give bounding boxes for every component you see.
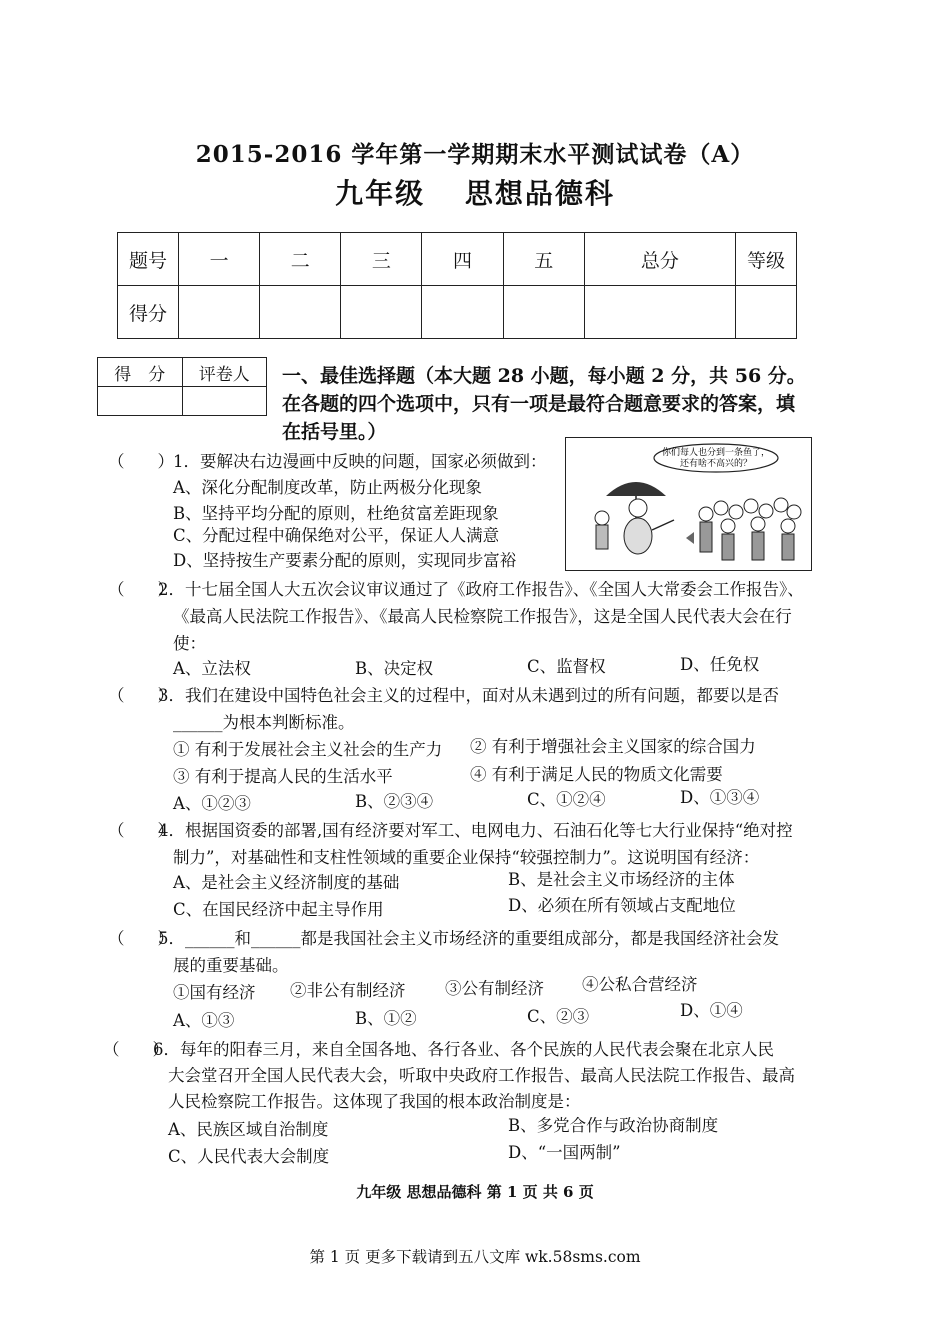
question-6-stem-line3: 人民检察院工作报告。这体现了我国的根本政治制度是： xyxy=(168,1092,581,1111)
score-table-score-row xyxy=(118,286,797,339)
question-5-item-1: ①国有经济 xyxy=(173,983,256,1002)
question-4-option-d[interactable]: D、必须在所有领域占支配地位 xyxy=(508,896,736,915)
question-2-paren[interactable]: （ ） xyxy=(108,580,174,599)
question-6-option-c[interactable]: C、人民代表大会制度 xyxy=(168,1147,330,1166)
download-notice: 第 1 页 更多下载请到五八文库 wk.58sms.com xyxy=(309,1248,641,1266)
question-4-option-c[interactable]: C、在国民经济中起主导作用 xyxy=(173,900,384,919)
subject-label: 思想品德科 xyxy=(464,177,615,210)
score-header-cell: 一 xyxy=(179,233,260,286)
question-3-option-c[interactable]: C、①②④ xyxy=(527,790,606,809)
score-cell[interactable] xyxy=(260,286,341,339)
question-3-stem-line1: 3．我们在建设中国特色社会主义的过程中，面对从未遇到过的所有问题，都要以是否 xyxy=(158,686,779,705)
question-4-stem-line1: 4．根据国资委的部署,国有经济要对军工、电网电力、石油石化等七大行业保持“绝对控 xyxy=(158,821,793,840)
question-5-option-c[interactable]: C、②③ xyxy=(527,1007,590,1026)
question-5-paren[interactable]: （ ） xyxy=(108,929,174,948)
question-1-option-c[interactable]: C、分配过程中确保绝对公平，保证人人满意 xyxy=(173,526,500,545)
score-row-label: 得分 xyxy=(118,286,179,339)
section-heading: 一、最佳选择题（本大题 28 小题，每小题 2 分，共 56 分。在各题的四个选项中，只有一项是最符合题意要求的答案，填在括号里。） xyxy=(282,365,806,443)
score-header-cell: 二 xyxy=(260,233,341,286)
question-5-option-d[interactable]: D、①④ xyxy=(680,1001,743,1020)
question-4-paren[interactable]: （ ） xyxy=(108,821,174,840)
score-header-cell: 五 xyxy=(503,233,584,286)
grade-label: 九年级 xyxy=(335,177,426,210)
cartoon-caption-line2: 还有啥不高兴的？ xyxy=(679,459,753,469)
question-5-stem-line2: 展的重要基础。 xyxy=(173,956,289,975)
score-cell[interactable] xyxy=(736,286,797,339)
question-5-item-4: ④公私合营经济 xyxy=(582,975,698,994)
question-6-paren[interactable]: （ ） xyxy=(103,1040,169,1059)
question-2-stem-line2: 《最高人民法院工作报告》、《最高人民检察院工作报告》，这是全国人民代表大会在行 xyxy=(173,607,792,626)
question-6-option-a[interactable]: A、民族区域自治制度 xyxy=(168,1120,329,1139)
page-footer: 九年级 思想品德科 第 1 页 共 6 页 xyxy=(356,1183,594,1201)
question-4-stem-line2: 制力”，对基础性和支柱性领域的重要企业保持“较强控制力”。这说明国有经济： xyxy=(173,848,760,867)
question-2-stem-line1: 2．十七届全国人大五次会议审议通过了《政府工作报告》、《全国人大常委会工作报告》、 xyxy=(158,580,804,599)
question-2-option-b[interactable]: B、决定权 xyxy=(355,659,434,678)
question-3-item-3: ③ 有利于提高人民的生活水平 xyxy=(173,767,393,786)
question-5-stem-line1: 5．______和______都是我国社会主义市场经济的重要组成部分，都是我国经济社会发 xyxy=(158,929,779,948)
score-header-cell: 四 xyxy=(422,233,503,286)
question-5-item-3: ③公有制经济 xyxy=(445,979,544,998)
question-2-option-c[interactable]: C、监督权 xyxy=(527,657,606,676)
question-4-option-a[interactable]: A、是社会主义经济制度的基础 xyxy=(173,873,400,892)
score-header-cell: 三 xyxy=(341,233,422,286)
grader-name-cell[interactable] xyxy=(182,387,267,416)
grader-name-label: 评卷人 xyxy=(182,358,267,387)
question-3-option-b[interactable]: B、②③④ xyxy=(355,792,434,811)
score-cell[interactable] xyxy=(341,286,422,339)
question-5-option-a[interactable]: A、①③ xyxy=(173,1011,235,1030)
question-3-item-1: ① 有利于发展社会主义社会的生产力 xyxy=(173,740,443,759)
question-6-option-d[interactable]: D、“一国两制” xyxy=(508,1143,621,1162)
question-5-item-2: ②非公有制经济 xyxy=(290,981,406,1000)
question-3-item-2: ② 有利于增强社会主义国家的综合国力 xyxy=(470,737,756,756)
score-table-header-row xyxy=(118,233,797,286)
exam-title: 2015-2016 学年第一学期期末水平测试试卷（A） xyxy=(195,141,755,168)
question-3-stem-line2: ______为根本判断标准。 xyxy=(173,713,355,732)
question-6-stem-line2: 大会堂召开全国人民代表大会，听取中央政府工作报告、最高人民法院工作报告、最高 xyxy=(168,1066,795,1085)
question-3-option-a[interactable]: A、①②③ xyxy=(173,794,251,813)
question-1-stem: 1．要解决右边漫画中反映的问题，国家必须做到： xyxy=(173,452,547,471)
score-cell[interactable] xyxy=(584,286,735,339)
question-1-paren[interactable]: （ ） xyxy=(108,452,174,471)
score-header-cell: 等级 xyxy=(736,233,797,286)
score-cell[interactable] xyxy=(179,286,260,339)
score-header-cell: 总分 xyxy=(584,233,735,286)
score-cell[interactable] xyxy=(503,286,584,339)
question-2-option-a[interactable]: A、立法权 xyxy=(173,659,251,678)
grader-score-label: 得 分 xyxy=(98,358,183,387)
grader-score-cell[interactable] xyxy=(98,387,183,416)
question-6-option-b[interactable]: B、多党合作与政治协商制度 xyxy=(508,1116,719,1135)
question-3-item-4: ④ 有利于满足人民的物质文化需要 xyxy=(470,765,723,784)
score-table xyxy=(117,232,797,339)
exam-subtitle xyxy=(0,172,950,212)
question-5-option-b[interactable]: B、①② xyxy=(355,1009,417,1028)
cartoon-image xyxy=(565,437,812,571)
question-2-option-d[interactable]: D、任免权 xyxy=(680,655,760,674)
question-1-option-b[interactable]: B、坚持平均分配的原则，杜绝贫富差距现象 xyxy=(173,504,499,523)
question-3-paren[interactable]: （ ） xyxy=(108,686,174,705)
question-4-option-b[interactable]: B、是社会主义市场经济的主体 xyxy=(508,870,735,889)
question-1-option-a[interactable]: A、深化分配制度改革，防止两极分化现象 xyxy=(173,478,482,497)
question-1-option-d[interactable]: D、坚持按生产要素分配的原则，实现同步富裕 xyxy=(173,551,517,570)
score-header-cell: 题号 xyxy=(118,233,179,286)
cartoon-caption-line1: 你们每人也分到一条鱼了， xyxy=(661,448,771,458)
question-6-stem-line1: 6．每年的阳春三月，来自全国各地、各行各业、各个民族的人民代表会聚在北京人民 xyxy=(153,1040,774,1059)
grader-table xyxy=(97,357,267,416)
question-3-option-d[interactable]: D、①③④ xyxy=(680,788,760,807)
cartoon-drawing xyxy=(566,438,811,570)
score-cell[interactable] xyxy=(422,286,503,339)
question-2-stem-line3: 使： xyxy=(173,634,206,653)
